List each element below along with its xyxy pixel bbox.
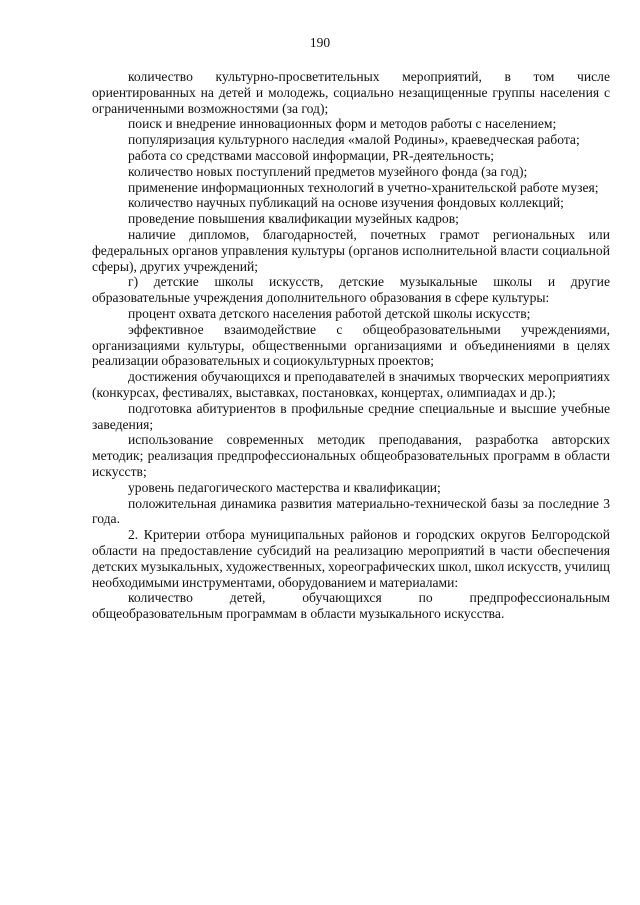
paragraph: процент охвата детского населения работой детской школы искусств;	[128, 305, 531, 321]
paragraph: 2. Критерии отбора муниципальных районов и городских округов Белгородской области на предоставление субсидий на реализацию мероприятий в части обеспечения детских музыкальных, художественных, хореографических школ, школ искусств, училищ необходимыми инструментами, оборудованием и материалами:	[92, 527, 610, 590]
paragraph: подготовка абитуриентов в профильные средние специальные и высшие учебные заведения;	[92, 400, 610, 432]
paragraph: количество детей, обучающихся по предпрофессиональным общеобразовательным программам в области музыкального искусства.	[92, 590, 610, 622]
document-body	[92, 69, 610, 622]
paragraph: применение информационных технологий в учетно-хранительской работе музея;	[128, 179, 599, 195]
paragraph: количество новых поступлений предметов музейного фонда (за год);	[128, 163, 528, 179]
page-number: 190	[309, 35, 331, 50]
paragraph: работа со средствами массовой информации, PR-деятельность;	[128, 147, 495, 163]
paragraph: г) детские школы искусств, детские музыкальные школы и другие образовательные учреждения дополнительного образования в сфере культуры:	[92, 274, 610, 306]
paragraph: эффективное взаимодействие с общеобразовательными учреждениями, организациями культуры, общественными организациями и объединениями в целях реализации образовательных и социокультурных проектов;	[92, 321, 610, 369]
paragraph: достижения обучающихся и преподавателей в значимых творческих мероприятиях (конкурсах, фестивалях, выставках, постановках, концертах, олимпиадах и др.);	[92, 369, 610, 400]
paragraph: наличие дипломов, благодарностей, почетных грамот региональных или федеральных органов управления культуры (органов исполнительной власти социальной сферы), других учреждений;	[92, 226, 610, 274]
paragraph: поиск и внедрение инновационных форм и методов работы с населением;	[128, 116, 557, 132]
paragraph: использование современных методик преподавания, разработка авторских методик; реализация предпрофессиональных общеобразовательных программ в области искусств;	[92, 432, 610, 479]
paragraph: количество культурно-просветительных мероприятий, в том числе ориентированных на детей и молодежь, социально незащищенные группы населения с ограниченными возможностями (за год);	[92, 69, 610, 116]
paragraph: уровень педагогического мастерства и квалификации;	[128, 479, 441, 495]
paragraph: положительная динамика развития материально-технической базы за последние 3 года.	[92, 495, 610, 527]
paragraph: проведение повышения квалификации музейных кадров;	[128, 211, 459, 227]
paragraph: количество научных публикаций на основе изучения фондовых коллекций;	[128, 195, 564, 211]
paragraph: популяризация культурного наследия «малой Родины», краеведческая работа;	[128, 132, 580, 148]
